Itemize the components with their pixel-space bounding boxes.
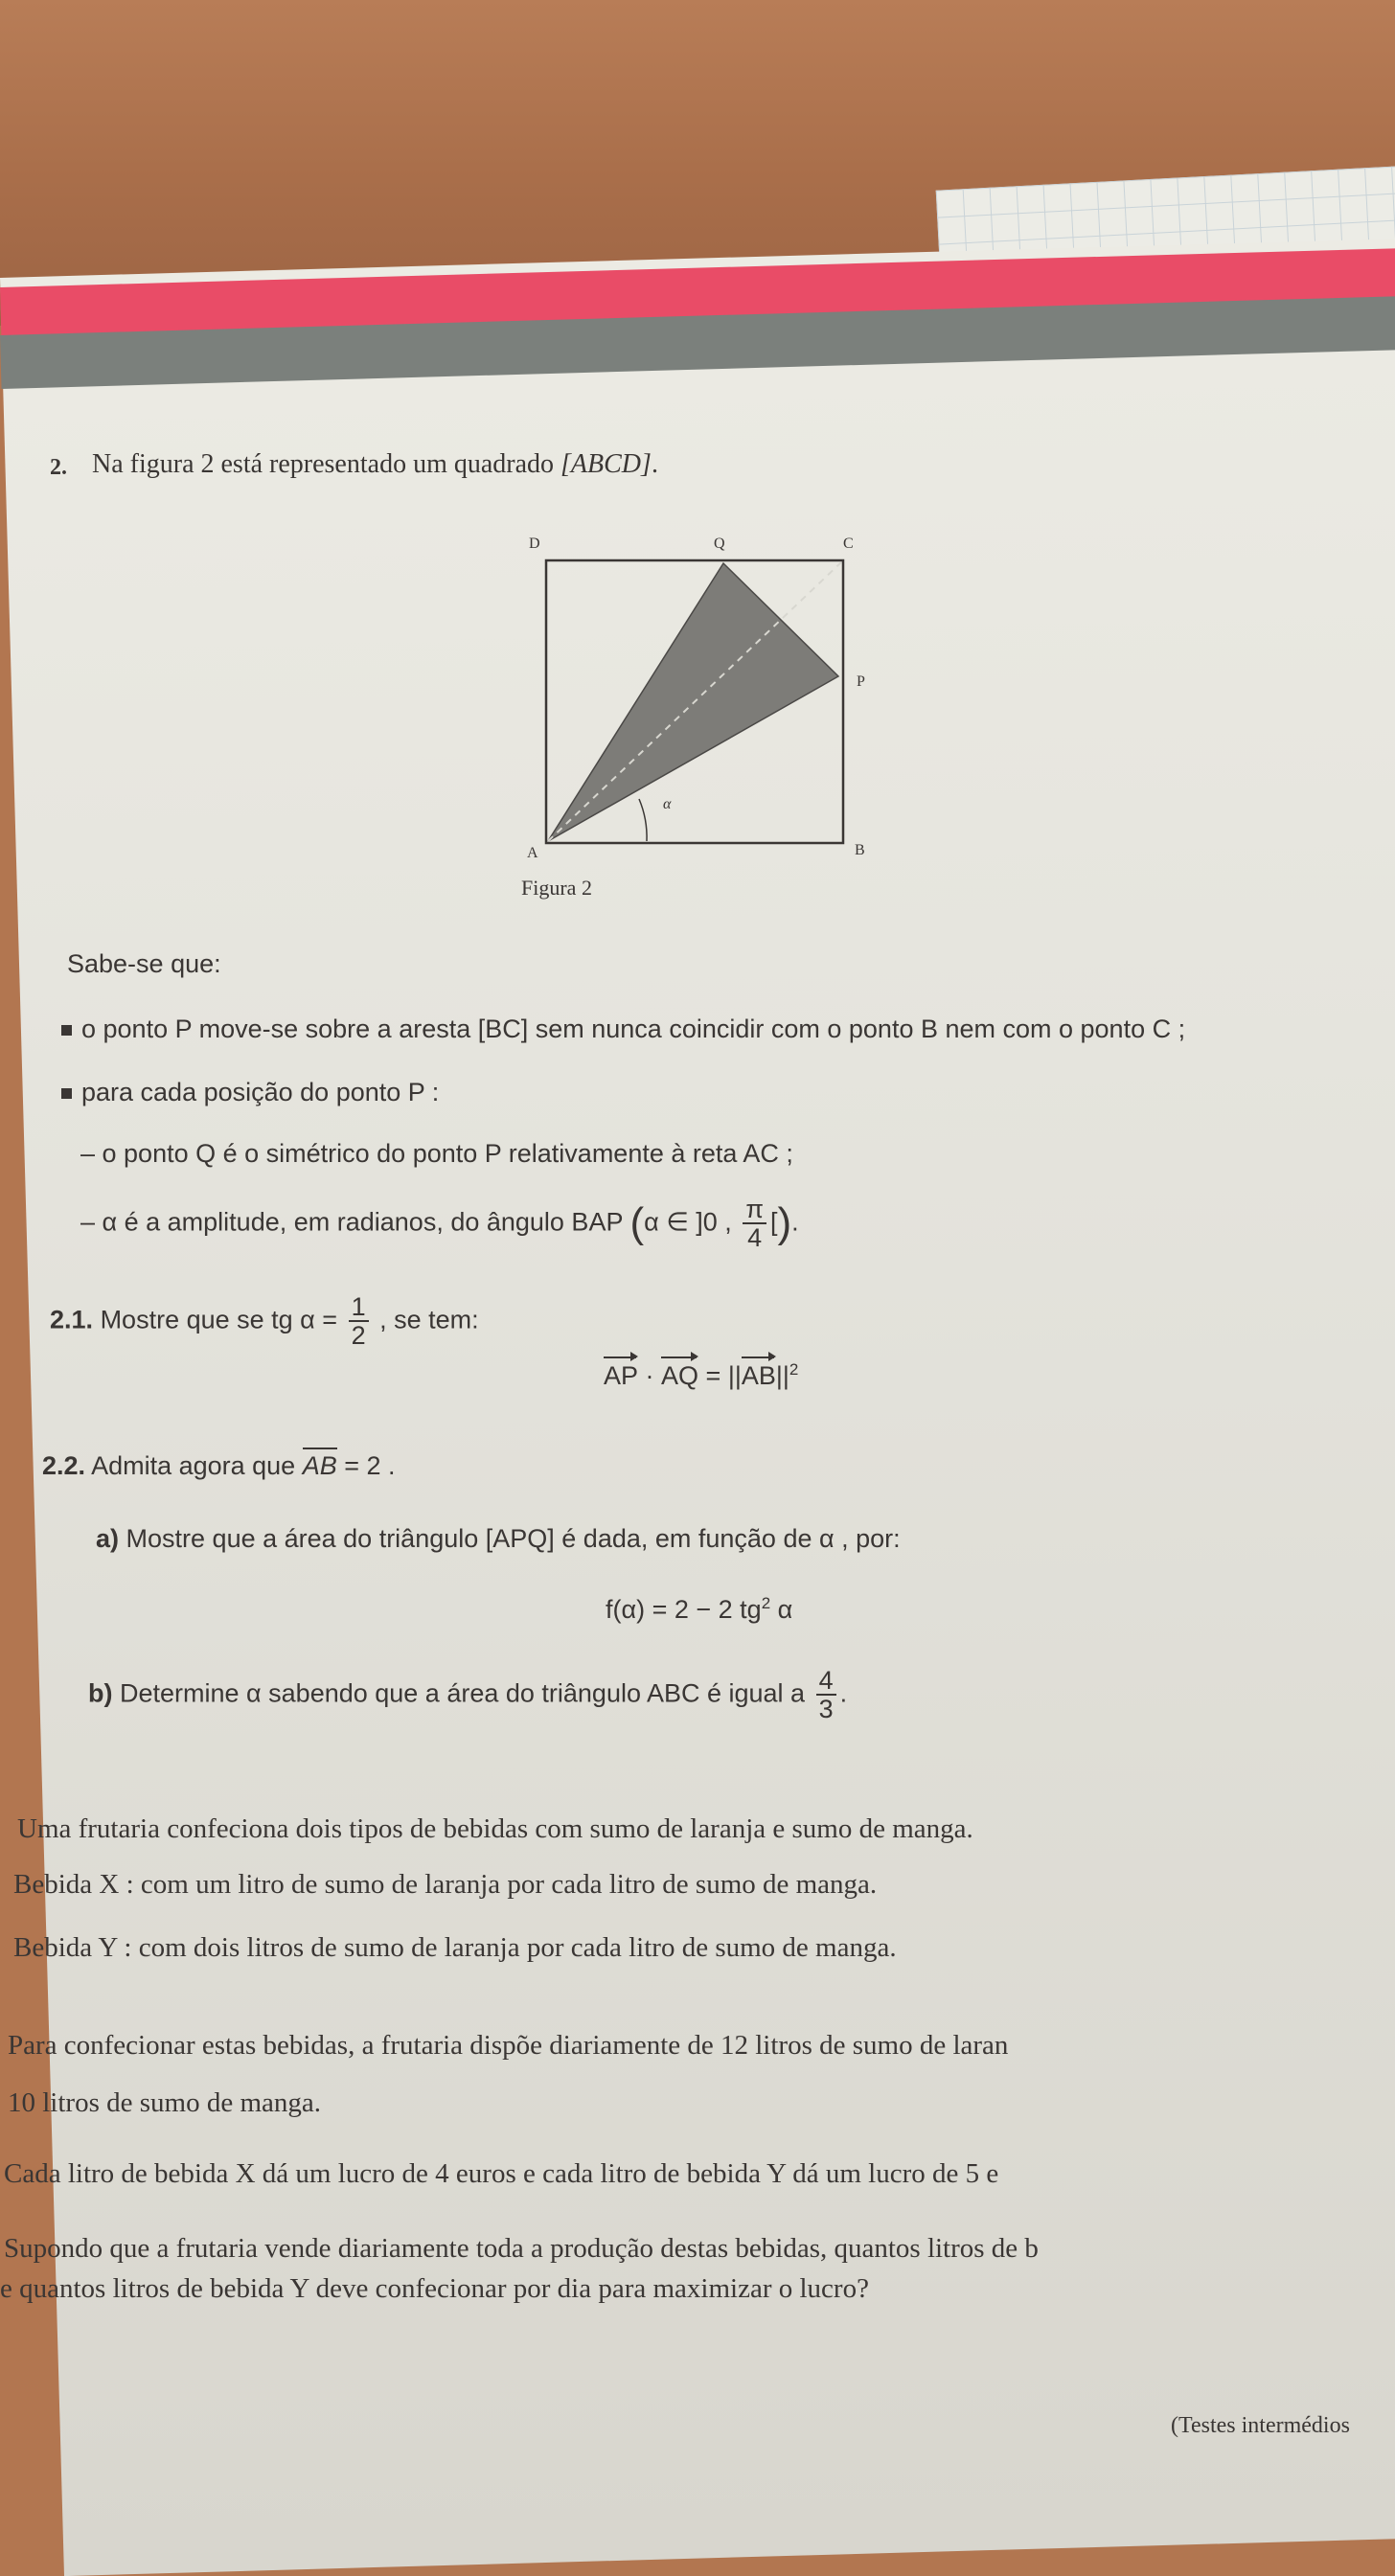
intro-square: [ABCD] [560,449,652,479]
q21-text: Mostre que se tg α = [100,1305,338,1334]
qb-label: b) [88,1678,113,1708]
question-2-2 [42,1450,396,1481]
q22-number: 2.2. [42,1451,86,1480]
label-d: D [529,536,540,552]
p3-line-7: Supondo que a frutaria vende diariamente toda a produção destas bebidas, quantos litros de b [4,2233,1039,2264]
intro-text: Na figura 2 está representado um quadrado [92,449,555,479]
dash-2 [80,1196,799,1252]
dot-operator: · [638,1361,662,1390]
formula-alpha: α [770,1595,793,1624]
q21-end: , se tem: [379,1305,479,1334]
bullet-2-text: para cada posição do ponto P : [81,1078,440,1106]
question-2-2-a [96,1523,901,1554]
q22-value: = 2 . [336,1451,396,1480]
frac-num: 4 [816,1667,836,1696]
interval-close: [ [769,1207,778,1237]
qb-text: Determine α sabendo que a área do triângulo ABC é igual a [120,1678,806,1708]
qa-formula [606,1594,792,1625]
bullet-1-text: o ponto P move-se sobre a aresta [BC] sem nunca coincidir com o ponto B nem com o ponto C ; [81,1014,1186,1043]
label-a: A [527,845,538,861]
exponent-2: 2 [789,1360,799,1379]
known-heading: Sabe-se que: [67,949,221,978]
vector-aq: AQ [661,1361,699,1390]
dash-2-text: – α é a amplitude, em radianos, do ângulo BAP [80,1207,623,1237]
bullet-2 [61,1077,439,1107]
frac-num: 1 [349,1293,369,1322]
frac-den: 3 [818,1695,834,1724]
p3-line-1: Uma frutaria confeciona dois tipos de bebidas com sumo de laranja e sumo de manga. [17,1813,973,1844]
formula-text: f(α) = 2 − 2 tg [606,1595,762,1624]
source-note: (Testes intermédios [1171,2413,1350,2438]
formula-exponent: 2 [761,1594,771,1612]
p3-line-2: Bebida X : com um litro de sumo de laranja por cada litro de sumo de manga. [13,1869,878,1900]
interval-open: α ∈ ]0 , [644,1207,732,1237]
intro-end: . [651,449,658,479]
question-2-1 [50,1293,479,1350]
label-p: P [857,673,865,690]
bullet-marker [61,1025,72,1036]
figure-caption: Figura 2 [521,876,592,900]
close-paren: ) [777,1198,792,1246]
label-alpha: α [663,796,672,812]
angle-arc [639,799,647,841]
dash-2-end: . [791,1207,799,1237]
frac-den: 2 [351,1321,366,1351]
frac-num: π [743,1196,766,1224]
qb-fraction [816,1667,836,1723]
p3-line-6: Cada litro de bebida X dá um lucro de 4 euros e cada litro de bebida Y dá um lucro de 5 e [4,2158,999,2189]
p3-line-5: 10 litros de sumo de manga. [8,2087,322,2118]
open-paren: ( [629,1198,645,1246]
q22-text: Admita agora que [91,1451,296,1480]
question-2-2-b [88,1667,847,1723]
dash-1: – o ponto Q é o simétrico do ponto P relativamente à reta AC ; [80,1139,793,1168]
qb-end: . [839,1678,848,1708]
figure-2 [517,525,901,879]
q21-number: 2.1. [50,1305,94,1334]
bullet-1 [61,1014,1185,1044]
vector-ap: AP [604,1361,639,1390]
pi-over-4 [743,1196,766,1252]
qa-label: a) [96,1524,120,1553]
segment-ab: AB [303,1448,337,1480]
p3-line-8: e quantos litros de bebida Y deve confecionar por dia para maximizar o lucro? [0,2273,869,2304]
frac-den: 4 [747,1223,763,1253]
equals-norm: = || [698,1361,742,1390]
q21-fraction [349,1293,369,1350]
label-b: B [855,842,865,858]
norm-close: || [775,1361,789,1390]
bullet-marker [61,1088,72,1099]
label-c: C [843,536,854,552]
vector-ab: AB [741,1361,776,1390]
problem-number: 2. [50,455,67,480]
p3-line-3: Bebida Y : com dois litros de sumo de laranja por cada litro de sumo de manga. [13,1932,897,1963]
label-q: Q [714,536,725,552]
problem-intro [92,448,658,481]
qa-text: Mostre que a área do triângulo [APQ] é dada, em função de α , por: [126,1524,901,1553]
q21-equation [604,1360,798,1391]
p3-line-4: Para confecionar estas bebidas, a frutaria dispõe diariamente de 12 litros de sumo de laran [8,2030,1009,2061]
